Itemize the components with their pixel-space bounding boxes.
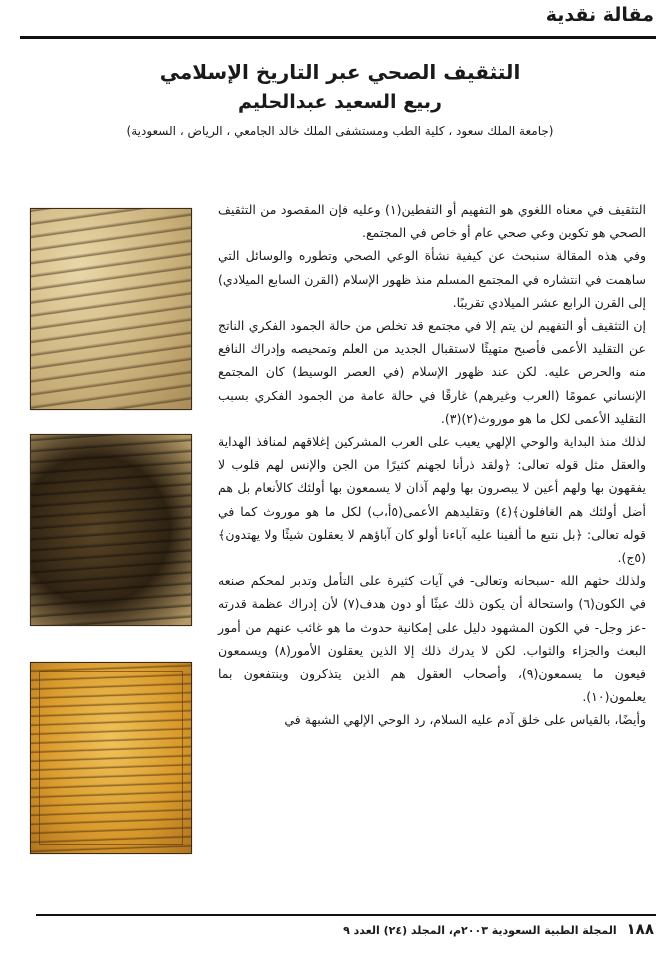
article-body — [218, 198, 646, 732]
journal-citation: المجلة الطبية السعودية ٢٠٠٣م، المجلد (٢٤) العدد ٩ — [343, 924, 617, 937]
section-label: مقالة نقدية — [545, 4, 654, 26]
body-paragraph-5: ولذلك حثهم الله -سبحانه وتعالى- في آيات كثيرة على التأمل وتدبر لمحكم صنعه في الكون(٦) واستحالة أن يكون ذلك عبثًا أو دون هدف(٧) لأن إدراك عظمة قدرته -عز وجل- في الكون المشهود دليل على إمكانية حدوث ما هو غائب عنهم من أمور البعث والجزاء والثواب. لكن لا يدرك ذلك إلا الذين يعقلون الأمور(٨) ويسمعون فيعون ما يسمعون(٩)، وأصحاب العقول هم الذين يتذكرون وينتفعون بما يعلمون(١٠). — [218, 573, 646, 705]
manuscript-image-2 — [30, 434, 192, 626]
article-title: التثقيف الصحي عبر التاريخ الإسلامي — [159, 60, 521, 84]
body-paragraph-6: وأيضًا، بالقياس على خلق آدم عليه السلام، رد الوحي الإلهي الشبهة في — [284, 712, 646, 728]
article-header — [80, 58, 600, 140]
page-number: ١٨٨ — [626, 920, 654, 938]
author-affiliation: (جامعة الملك سعود ، كلية الطب ومستشفى الملك خالد الجامعي ، الرياض ، السعودية) — [126, 124, 554, 138]
bottom-rule — [36, 914, 656, 916]
article-author: ربيع السعيد عبدالحليم — [238, 91, 442, 113]
manuscript-image-3 — [30, 662, 192, 854]
manuscript-image-1 — [30, 208, 192, 410]
page-footer — [343, 920, 654, 938]
body-paragraph-2: وفي هذه المقالة سنبحث عن كيفية نشأة الوعي الصحي وتطوره والوسائل التي ساهمت في انتشاره في المجتمع المسلم منذ ظهور الإسلام (القرن السابع الميلادي) إلى القرن الرابع عشر الميلادي تقريبًا. — [218, 248, 646, 310]
body-paragraph-1: التثقيف في معناه اللغوي هو التفهيم أو التفطين(١) وعليه فإن المقصود من التثقيف الصحي هو تكوين وعي صحي عام أو خاص في المجتمع. — [218, 202, 646, 241]
top-rule — [20, 36, 656, 39]
body-paragraph-4: لذلك منذ البداية والوحي الإلهي يعيب على العرب المشركين إغلاقهم لمنافذ الهداية والعقل مثل قوله تعالى: ﴿ولقد ذرأنا لجهنم كثيرًا من الجن والإنس لهم قلوب لا يفقهون بها ولهم أعين لا يبصرون بها ولهم آذان لا يسمعون بها أولئك كالأنعام بل هم أضل أولئك هم الغافلون﴾(٤) وتقليدهم الأعمى(٥أ،ب) لكل ما هو موروث كما في قوله تعالى: ﴿بل نتبع ما ألفينا عليه آباءنا أولو كان آباؤهم لا يعقلون شيئًا ولا يهتدون﴾(٥ج). — [218, 434, 646, 566]
body-paragraph-3: إن التثقيف أو التفهيم لن يتم إلا في مجتمع قد تخلص من حالة الجمود الفكري الناتج عن التقليد الأعمى فأصبح متهيئًا لاستقبال الجديد من العلم وتمحيصه وإدراك النافع منه والحرص عليه. لكن عند ظهور الإسلام (في العصر الوسيط) كان المجتمع الإنساني عمومًا (العرب وغيرهم) غارقًا في حالة عامة من الجمود الفكري بسبب التقليد الأعمى لكل ما هو موروث(٢)(٣). — [218, 318, 646, 426]
